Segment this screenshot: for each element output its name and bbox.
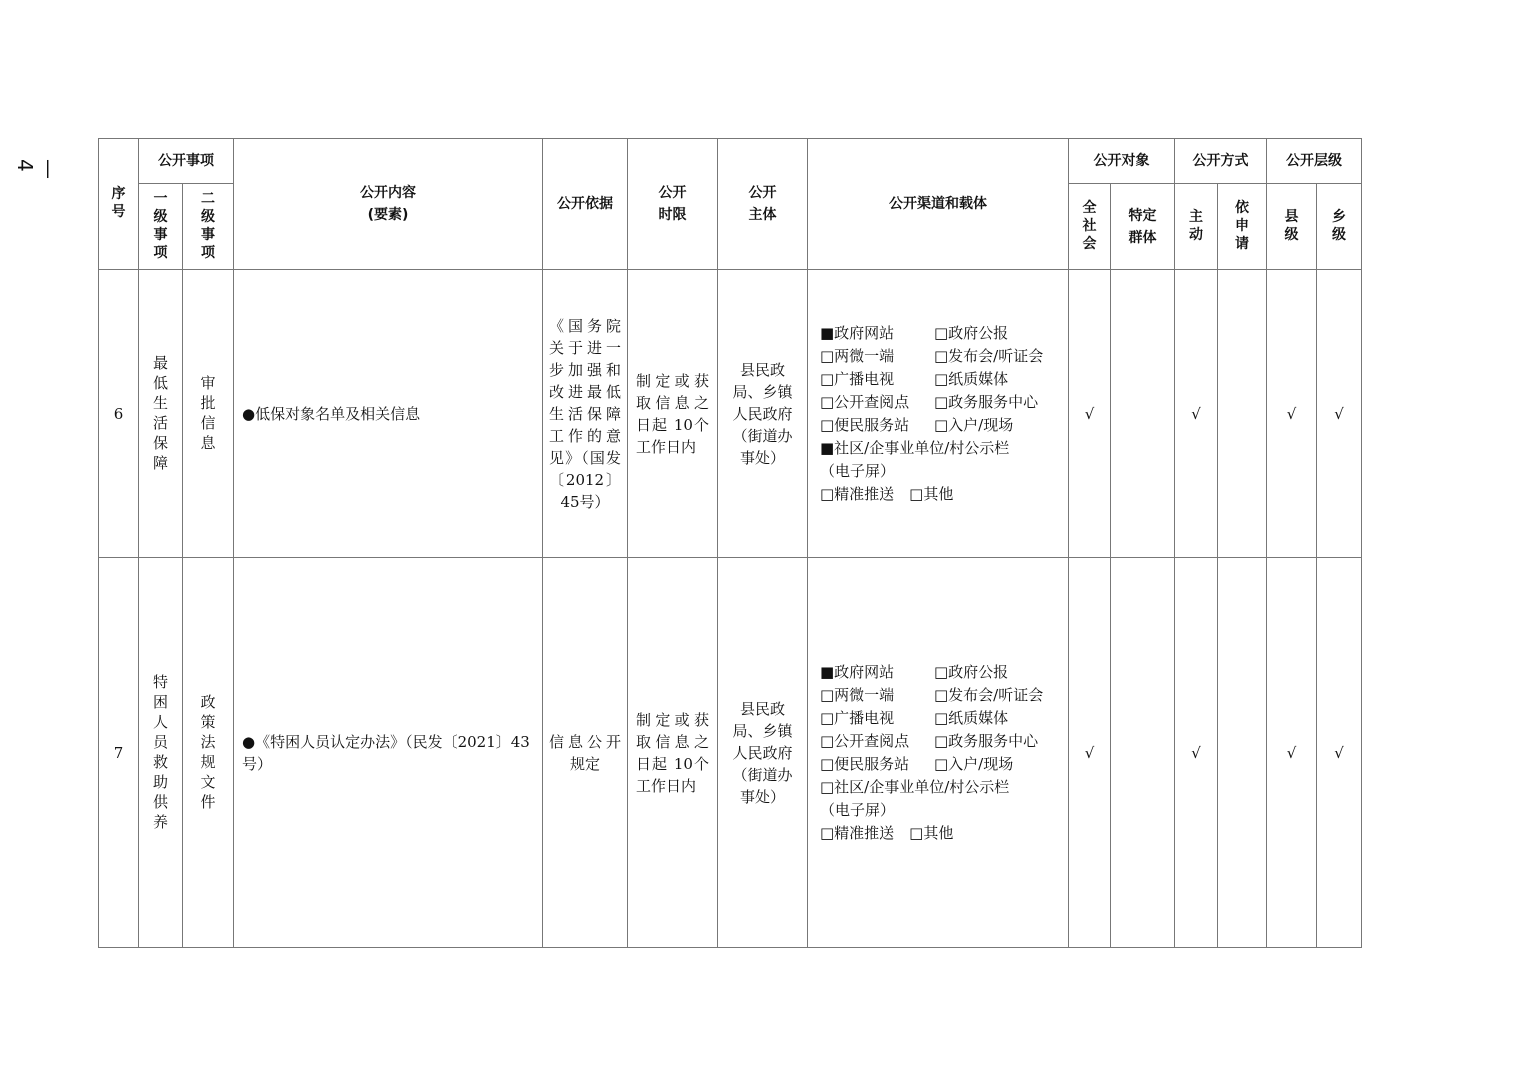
channel-option: ■政府网站 (820, 323, 895, 342)
header-row-1 (99, 139, 1362, 184)
header-time-limit: 公开 时限 (628, 139, 718, 270)
check-method-request (1218, 558, 1267, 948)
channel-option: ■社区/企事业单位/村公示栏 (820, 438, 1010, 457)
row-level1: 最低生活保障 (139, 270, 183, 558)
channel-option: □发布会/听证会 (934, 685, 1044, 704)
channel-option: □广播电视 (820, 369, 895, 388)
channel-option: ■政府网站 (820, 662, 895, 681)
table-row (99, 558, 1362, 948)
channel-option: □两微一端 (820, 685, 895, 704)
header-level1: 一级事项 (139, 184, 183, 270)
check-audience-all: √ (1069, 558, 1111, 948)
header-audience: 公开对象 (1069, 139, 1175, 184)
row-basis: 信息公开规定 (543, 558, 628, 948)
row-channels (808, 270, 1069, 558)
check-method-active: √ (1175, 558, 1218, 948)
check-audience-all: √ (1069, 270, 1111, 558)
channel-option: □政府公报 (934, 323, 1009, 342)
channel-option: □精准推送 □其他 (820, 823, 954, 842)
row-content: ●低保对象名单及相关信息 (234, 270, 543, 558)
header-channels: 公开渠道和载体 (808, 139, 1069, 270)
row-level1: 特困人员救助供养 (139, 558, 183, 948)
check-level-town: √ (1317, 270, 1362, 558)
channel-option: □入户/现场 (934, 415, 1014, 434)
channel-option: □公开查阅点 (820, 731, 910, 750)
header-level-town: 乡级 (1317, 184, 1362, 270)
header-seq: 序号 (99, 139, 139, 270)
channel-option: □纸质媒体 (934, 369, 1009, 388)
row-seq: 7 (99, 558, 139, 948)
channel-option-note: （电子屏） (820, 800, 896, 819)
header-method-request: 依申请 (1218, 184, 1267, 270)
check-level-county: √ (1267, 270, 1317, 558)
check-audience-specific (1111, 270, 1175, 558)
header-level2: 二级事项 (183, 184, 234, 270)
check-audience-specific (1111, 558, 1175, 948)
check-level-town: √ (1317, 558, 1362, 948)
channel-option: □社区/企事业单位/村公示栏 (820, 777, 1010, 796)
row-basis: 《国务院关于进一步加强和改进最低生活保障工作的意见》（国发〔2012〕45号） (543, 270, 628, 558)
header-basis: 公开依据 (543, 139, 628, 270)
page-number-marker: — 4 (13, 159, 61, 179)
channel-option: □便民服务站 (820, 415, 910, 434)
header-audience-all: 全社会 (1069, 184, 1111, 270)
header-content: 公开内容 (要素) (234, 139, 543, 270)
channel-option: □精准推送 □其他 (820, 484, 954, 503)
row-time-limit: 制定或获取信息之日起 10个工作日内 (628, 558, 718, 948)
header-method-active: 主动 (1175, 184, 1218, 270)
disclosure-table (98, 138, 1362, 948)
channel-option: □政务服务中心 (934, 392, 1039, 411)
row-level2: 审批信息 (183, 270, 234, 558)
table-row (99, 270, 1362, 558)
channel-option: □发布会/听证会 (934, 346, 1044, 365)
channel-option-note: （电子屏） (820, 461, 896, 480)
header-item-group: 公开事项 (139, 139, 234, 184)
channel-option: □入户/现场 (934, 754, 1014, 773)
channel-option: □便民服务站 (820, 754, 910, 773)
row-subject: 县民政局、乡镇人民政府（街道办事处） (718, 270, 808, 558)
check-method-active: √ (1175, 270, 1218, 558)
row-content: ●《特困人员认定办法》（民发〔2021〕43号） (234, 558, 543, 948)
header-subject: 公开 主体 (718, 139, 808, 270)
header-level-county: 县级 (1267, 184, 1317, 270)
row-seq: 6 (99, 270, 139, 558)
channel-option: □政府公报 (934, 662, 1009, 681)
channel-option: □两微一端 (820, 346, 895, 365)
header-method: 公开方式 (1175, 139, 1267, 184)
channel-option: □纸质媒体 (934, 708, 1009, 727)
check-level-county: √ (1267, 558, 1317, 948)
row-level2: 政策法规文件 (183, 558, 234, 948)
row-channels (808, 558, 1069, 948)
channel-option: □公开查阅点 (820, 392, 910, 411)
header-level: 公开层级 (1267, 139, 1362, 184)
row-time-limit: 制定或获取信息之日起 10个工作日内 (628, 270, 718, 558)
row-subject: 县民政局、乡镇人民政府（街道办事处） (718, 558, 808, 948)
check-method-request (1218, 270, 1267, 558)
header-audience-specific: 特定 群体 (1111, 184, 1175, 270)
channel-option: □政务服务中心 (934, 731, 1039, 750)
channel-option: □广播电视 (820, 708, 895, 727)
